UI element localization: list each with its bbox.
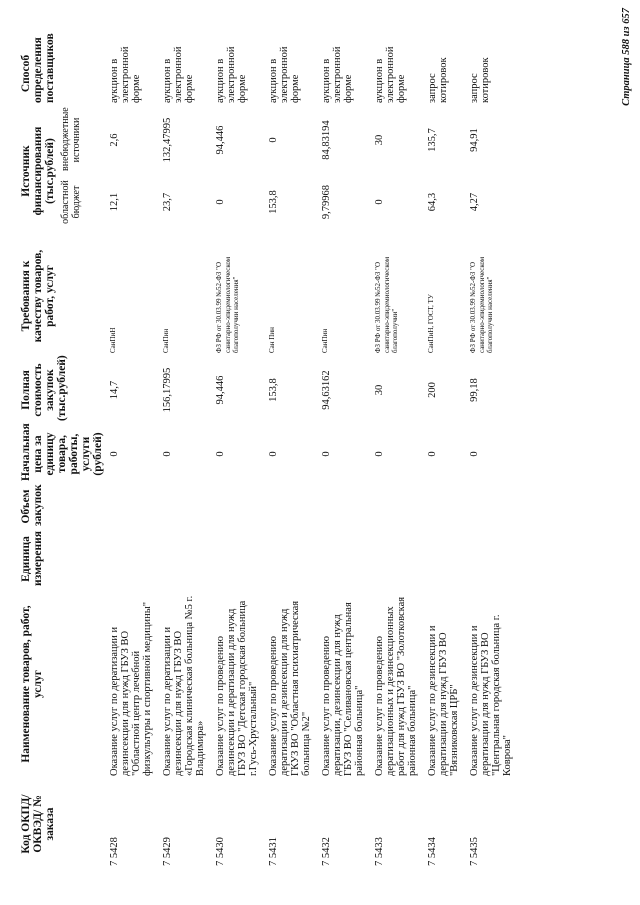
cell-unit	[318, 529, 371, 589]
table-row	[159, 41, 212, 869]
cell-total: 94,446	[215, 375, 226, 405]
cell-method: аукцион в электронной форме	[215, 46, 248, 103]
cell-volume	[371, 484, 424, 529]
page-number: Страница 588 из 657	[621, 8, 632, 106]
cell-code: 7 5429	[162, 837, 173, 866]
cell-total: 14,7	[109, 380, 120, 400]
cell-start-price: 0	[469, 451, 480, 457]
cell-start-price: 0	[268, 451, 279, 457]
cell-budget: 0	[374, 199, 385, 205]
cell-volume	[318, 484, 371, 529]
table-row	[212, 41, 265, 869]
cell-budget: 4,27	[469, 192, 480, 212]
header-requirements: Требования к качеству товаров, работ, услуг	[20, 249, 56, 343]
cell-source	[466, 106, 519, 236]
cell-method: аукцион в электронной форме	[109, 46, 142, 103]
header-source-sub	[60, 109, 82, 233]
cell-start-price: 0	[162, 451, 173, 457]
cell-name: Оказание услуг по проведению дератизационных и дезинсекционных работ для нужд ГБУЗ ВО "Золотковская районная больница"	[374, 596, 418, 776]
cell-method: аукцион в электронной форме	[321, 46, 354, 103]
cell-budget: 23,7	[162, 192, 173, 212]
cell-method: аукцион в электронной форме	[374, 46, 407, 103]
header-code: Код ОКПД/ ОКВЭД/ № заказа	[20, 794, 56, 854]
cell-source	[265, 106, 318, 236]
cell-budget: 9,79968	[321, 184, 332, 220]
header-name: Наименование товаров, работ, услуг	[20, 605, 44, 763]
cell-unit	[466, 529, 519, 589]
cell-source	[424, 106, 466, 236]
header-source-title: Источник финансирования (тыс.рублей)	[20, 126, 56, 216]
cell-extra: 84,83194	[321, 120, 332, 160]
cell-total: 153,8	[268, 378, 279, 402]
table-row	[106, 41, 159, 869]
cell-extra: 2,6	[109, 133, 120, 147]
cell-requirements: ФЗ РФ от 30.03.99 №52-ФЗ "О санитарно-эпидемиологическом благополучии населения"	[215, 256, 240, 353]
cell-requirements: ФЗ РФ от 30.03.99 №52-ФЗ "О санитарно-эпидемиологическом благополучии"	[374, 256, 399, 353]
cell-requirements: Сан Пин	[268, 327, 276, 353]
cell-start-price: 0	[321, 451, 332, 457]
cell-volume	[265, 484, 318, 529]
cell-start-price: 0	[215, 451, 226, 457]
cell-unit	[424, 529, 466, 589]
cell-name: Оказание услуг по дератизации и дезинсекции для нужд ГБУЗ ВО "Областной центр лечебной физкультуры и спортивной медицины"	[109, 601, 153, 776]
cell-budget: 64,3	[427, 192, 438, 212]
cell-code: 7 5428	[109, 837, 120, 866]
cell-unit	[106, 529, 159, 589]
cell-method: запрос котировок	[427, 57, 449, 103]
cell-unit	[159, 529, 212, 589]
cell-source	[159, 106, 212, 236]
cell-name: Оказание услуг по проведению дератизации и дезинсекции для нужд ГКУЗ ВО "Областная психиатрическая больница №2"	[268, 600, 312, 776]
cell-total: 94,63162	[321, 370, 332, 410]
header-start-price: Начальная цена за единицу товара, работы, услуги (рублей)	[20, 423, 104, 481]
cell-method: запрос котировок	[469, 57, 491, 103]
cell-name: Оказание услуг по проведению дератизации, дезинсекции для нужд ГБУЗ ВО "Селивановская центральная районная больница"	[321, 602, 365, 776]
cell-code: 7 5430	[215, 837, 226, 866]
header-source-budget: областной бюджет	[60, 180, 82, 224]
cell-unit	[212, 529, 265, 589]
cell-code: 7 5431	[268, 837, 279, 866]
table-row	[318, 41, 371, 869]
cell-volume	[212, 484, 265, 529]
cell-extra: 132,47995	[162, 117, 173, 163]
header-method: Способ определения поставщиков	[20, 33, 56, 103]
cell-unit	[371, 529, 424, 589]
cell-requirements: СанПин	[162, 328, 170, 353]
cell-budget: 0	[215, 199, 226, 205]
cell-source	[371, 106, 424, 236]
header-source	[18, 106, 106, 236]
cell-volume	[466, 484, 519, 529]
cell-budget: 153,8	[268, 190, 279, 214]
cell-start-price: 0	[427, 451, 438, 457]
table-row	[424, 41, 466, 869]
cell-code: 7 5432	[321, 837, 332, 866]
cell-total: 30	[374, 384, 385, 396]
cell-total: 99,18	[469, 378, 480, 402]
cell-volume	[159, 484, 212, 529]
cell-source	[318, 106, 371, 236]
cell-extra: 94,446	[215, 125, 226, 155]
cell-code: 7 5434	[427, 837, 438, 866]
cell-extra: 0	[268, 137, 279, 143]
header-unit: Единица измерения	[20, 531, 44, 586]
cell-budget: 12,1	[109, 192, 120, 212]
table-row	[466, 41, 519, 869]
cell-start-price: 0	[374, 451, 385, 457]
cell-volume	[424, 484, 466, 529]
cell-total: 156,17995	[162, 367, 173, 413]
cell-name: Оказание услуг по дезинсекции и дератизации для нужд ГБУЗ ВО "Вязниковская ЦРБ"	[427, 625, 460, 776]
cell-extra: 135,7	[427, 128, 438, 152]
cell-code: 7 5435	[469, 837, 480, 866]
header-source-extra: внебюджетные источники	[60, 107, 82, 171]
cell-start-price: 0	[109, 451, 120, 457]
cell-source	[106, 106, 159, 236]
cell-source	[212, 106, 265, 236]
cell-total: 200	[427, 382, 438, 398]
cell-name: Оказание услуг по дератизации и дезинсекции для нужд ГБУЗ ВО «Городская клиническая больница №5 г. Владимира»	[162, 595, 206, 776]
cell-unit	[265, 529, 318, 589]
cell-requirements: СанПин	[321, 328, 329, 353]
procurement-table	[18, 33, 519, 869]
cell-name: Оказание услуг по проведению дезинсекции и дератизации для нужд ГБУЗ ВО "Детская городская больница г.Гусь-Хрустальный"	[215, 600, 259, 776]
table-row	[371, 41, 424, 869]
cell-code: 7 5433	[374, 837, 385, 866]
cell-requirements: СанПиН, ГОСТ, ТУ	[427, 294, 435, 353]
cell-volume	[106, 484, 159, 529]
cell-requirements: ФЗ РФ от 30.03.99 №52-ФЗ "О санитарно-эпидемиологическом благополучии населения"	[469, 256, 494, 353]
cell-method: аукцион в электронной форме	[268, 46, 301, 103]
cell-method: аукцион в электронной форме	[162, 46, 195, 103]
cell-name: Оказание услуг по дезинсекции и дератизации для нужд ГБУЗ ВО "Центральная городская больница г. Коврова"	[469, 614, 513, 776]
cell-extra: 94,91	[469, 128, 480, 152]
cell-requirements: СанПиН	[109, 327, 117, 353]
table-row	[265, 41, 318, 869]
table-header-row	[18, 41, 106, 869]
header-total: Полная стоимость закупок (тыс.рублей)	[20, 355, 68, 421]
cell-extra: 30	[374, 134, 385, 146]
header-volume: Объем закупок	[20, 484, 44, 526]
